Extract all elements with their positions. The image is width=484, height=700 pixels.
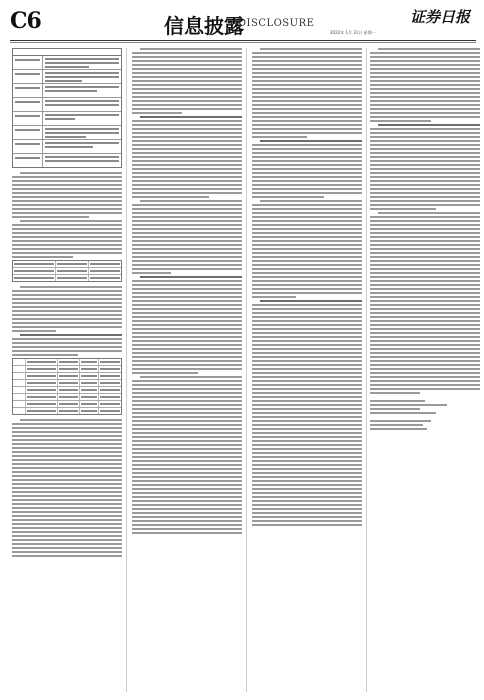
page-number: C6 <box>10 8 41 34</box>
announcement-table <box>12 48 122 168</box>
table-row <box>13 56 121 70</box>
body-text-block <box>252 48 362 526</box>
table-row <box>13 154 121 167</box>
header-rule <box>10 40 476 41</box>
table-row <box>13 84 121 98</box>
section-title-english: DISCLOSURE <box>238 18 315 29</box>
section-title-chinese: 信息披露 <box>164 14 244 38</box>
body-text-block <box>370 48 480 430</box>
body-text-block <box>12 419 122 557</box>
article-column-4 <box>370 48 480 696</box>
masthead <box>0 0 484 40</box>
table-header <box>13 49 121 56</box>
column-divider <box>246 48 247 692</box>
column-divider <box>126 48 127 692</box>
table-row <box>13 70 121 84</box>
article-column-1 <box>12 48 122 696</box>
table-row <box>13 98 121 112</box>
issue-date: 2022年 1月 31日 星期一 <box>330 30 376 35</box>
body-text-block <box>132 48 242 534</box>
table-row <box>13 112 121 126</box>
article-column-2 <box>132 48 242 696</box>
data-table <box>12 260 122 282</box>
body-text-block <box>12 286 122 356</box>
table-row <box>13 140 121 154</box>
column-divider <box>366 48 367 692</box>
body-text-block <box>12 172 122 258</box>
table-row <box>13 126 121 140</box>
article-column-3 <box>252 48 362 696</box>
newspaper-logo: 证券日报 <box>410 8 471 26</box>
data-table <box>12 358 122 415</box>
header-rule-thin <box>10 42 476 43</box>
